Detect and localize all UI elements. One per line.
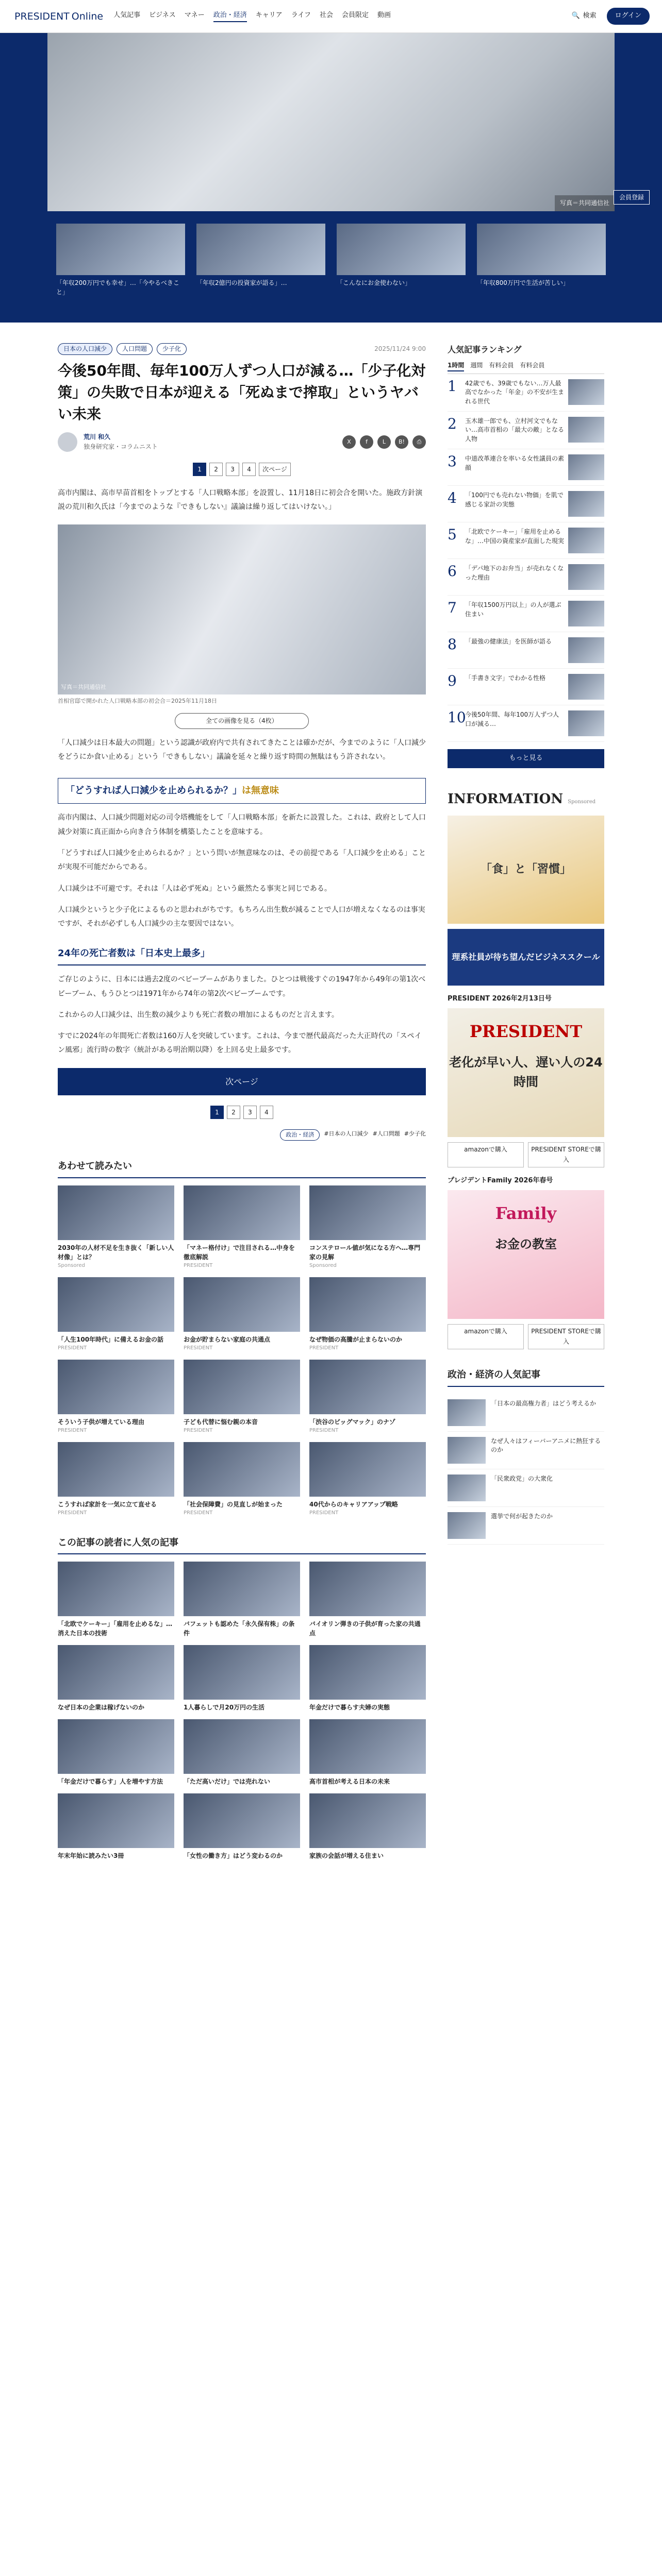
page-4-link[interactable]: 4: [242, 463, 256, 476]
side-popular-item[interactable]: [448, 1394, 604, 1432]
card-title: 1人暮らしで月20万円の生活: [184, 1704, 265, 1711]
author-info: [84, 432, 158, 452]
slide-item[interactable]: [56, 224, 185, 313]
rank-thumbnail: [568, 564, 604, 590]
popular-card[interactable]: [309, 1793, 426, 1860]
tag-link[interactable]: #少子化: [404, 1130, 426, 1138]
logo-text: PRESIDENT: [14, 10, 70, 22]
card-thumbnail: [58, 1562, 174, 1616]
rank-title: 「100円でも売れない物価」を肌で感じる家計の実態: [465, 492, 564, 508]
rank-title: 「手書き文字」でわかる性格: [465, 674, 546, 682]
magazine-cover[interactable]: [448, 1008, 604, 1137]
rank-number: 6: [448, 563, 457, 580]
popular-card[interactable]: [184, 1719, 300, 1786]
site-logo[interactable]: [12, 7, 103, 25]
page-3-link[interactable]: 3: [226, 463, 239, 476]
popular-card[interactable]: [58, 1562, 174, 1638]
slide-thumbnail: [337, 224, 466, 275]
main-layout: [0, 323, 662, 1860]
card-title: バフェットも認めた「永久保有株」の条件: [184, 1620, 295, 1637]
card-source: PRESIDENT: [58, 1427, 87, 1433]
slide-thumbnail: [477, 224, 606, 275]
card-thumbnail: [309, 1562, 426, 1616]
popular-card[interactable]: [58, 1719, 174, 1786]
card-source: PRESIDENT: [184, 1345, 213, 1351]
paragraph: 高市内閣は、人口減少問題対応の司令塔機能をして「人口戦略本部」を新たに設置した。これは、政府として人口減少対策に真正面から向き合う体制を構築したことを意味する。: [58, 814, 426, 836]
rank-number: 3: [448, 453, 457, 470]
magazine-issue-title: PRESIDENT 2026年2月13日号: [448, 994, 552, 1003]
search-label: 検索: [583, 12, 597, 20]
card-source: PRESIDENT: [184, 1262, 213, 1268]
rank-thumbnail: [568, 637, 604, 663]
x-share-icon[interactable]: X: [342, 435, 356, 449]
ranking-item[interactable]: [448, 486, 604, 522]
information-heading: [448, 789, 604, 810]
popular-card[interactable]: [309, 1562, 426, 1638]
rank-number: 1: [448, 377, 457, 395]
card-thumbnail: [58, 1793, 174, 1848]
hatena-share-icon[interactable]: B!: [395, 435, 408, 449]
item-title: 選挙で何が起きたのか: [491, 1512, 553, 1520]
rank-thumbnail: [568, 528, 604, 553]
sponsored-label: Sponsored: [568, 799, 596, 805]
buy-store-button[interactable]: PRESIDENT STOREで購入: [528, 1142, 604, 1167]
buy-buttons: [448, 1324, 604, 1349]
author-avatar[interactable]: [58, 432, 77, 452]
card-thumbnail: [184, 1442, 300, 1497]
global-nav: [113, 10, 561, 22]
article-figure[interactable]: [58, 524, 426, 694]
card-thumbnail: [58, 1442, 174, 1497]
magazine-cover[interactable]: [448, 1190, 604, 1319]
member-register-button[interactable]: 会員登録: [614, 190, 650, 205]
rank-title: 「最強の健康法」を医師が語る: [465, 638, 552, 646]
hero-image[interactable]: [47, 33, 615, 211]
article-date: 2025/11/24 9:00: [374, 345, 426, 352]
next-page-button[interactable]: 次ページ: [58, 1068, 426, 1096]
paragraph: ご存じのように、日本には過去2度のベビーブームがありました。ひとつは戦後すぐの1947年から49年の第1次ベビーブーム、もうひとつは1971年から74年の第2次ベビーブームです。: [58, 975, 426, 998]
rank-number: 7: [448, 599, 457, 617]
card-title: お金が貯まらない家庭の共通点: [184, 1335, 271, 1343]
related-card[interactable]: [58, 1277, 174, 1352]
paragraph: 「人口減少は日本最大の問題」という認識が政府内で共有されてきたことは確かだが、今までのように「人口減少をどうにか食い止める」という「できもしない」議論を延々と繰り返す時間の無駄はもう許されない。: [58, 738, 426, 761]
ranking-item[interactable]: [448, 705, 604, 742]
card-source: Sponsored: [58, 1262, 85, 1268]
ranking-item[interactable]: [448, 374, 604, 412]
rank-number: 2: [448, 415, 457, 432]
page-2-link[interactable]: 2: [227, 1106, 240, 1119]
ranking-item[interactable]: [448, 559, 604, 596]
tag-link[interactable]: #日本の人口減少: [324, 1130, 369, 1138]
logo-sub: Online: [71, 10, 104, 22]
item-title: 「民衆政党」の大衆化: [491, 1475, 553, 1482]
card-thumbnail: [309, 1719, 426, 1774]
category-tag[interactable]: 少子化: [157, 343, 187, 355]
site-header: [0, 0, 662, 33]
next-page-link[interactable]: 次ページ: [259, 463, 291, 476]
related-card[interactable]: [184, 1442, 300, 1517]
related-heading: あわせて読みたい: [58, 1159, 426, 1178]
card-title: 「女性の働き方」はどう変わるのか: [184, 1852, 283, 1860]
rank-thumbnail: [568, 491, 604, 517]
card-source: PRESIDENT: [184, 1510, 213, 1516]
rank-number: 9: [448, 672, 457, 690]
card-title: こうすれば家計を一気に立て直せる: [58, 1500, 157, 1508]
side-popular-item[interactable]: [448, 1469, 604, 1507]
card-title: そういう子供が増えている理由: [58, 1418, 145, 1426]
rank-title: 中道改革連合を率いる女性議員の素顔: [465, 455, 565, 471]
article-column: [58, 343, 426, 1860]
card-title: 「渋谷のビッグマック」のナゾ: [309, 1418, 395, 1426]
magazine-issue-title: プレジデントFamily 2026年春号: [448, 1176, 553, 1184]
article-categories: [58, 343, 426, 355]
related-card[interactable]: [58, 1442, 174, 1517]
author-name[interactable]: 荒川 和久: [84, 433, 111, 441]
card-title: 「ただ高いだけ」では売れない: [184, 1778, 271, 1786]
rank-title: 「年収1500万円以上」の人が選ぶ住まい: [465, 601, 561, 618]
share-buttons: [342, 435, 426, 449]
author-block: [58, 432, 426, 452]
magazine-headline: 老化が早い人、遅い人の24時間: [449, 1055, 603, 1089]
ranking-more-button[interactable]: もっと見る: [448, 749, 604, 768]
nav-item-business[interactable]: ビジネス: [149, 11, 176, 20]
card-thumbnail: [184, 1562, 300, 1616]
nav-item-popular[interactable]: 人気記事: [113, 11, 141, 20]
side-popular-heading: 政治・経済の人気記事: [448, 1368, 604, 1387]
subsection-heading: 24年の死亡者数は「日本史上最多」: [58, 946, 426, 965]
nav-item-society[interactable]: 社会: [320, 11, 334, 20]
card-thumbnail: [309, 1442, 426, 1497]
popular-card[interactable]: [184, 1793, 300, 1860]
paragraph: すでに2024年の年間死亡者数は160万人を突破しています。これは、今まで歴代最高だった大正時代の「スペイン風邪」流行時の数字（統計がある明治期以降）を上回る史上最多です。: [58, 1032, 422, 1055]
author-role: 独身研究家・コラムニスト: [84, 443, 158, 451]
card-thumbnail: [184, 1645, 300, 1700]
card-title: 高市首相が考える日本の未来: [309, 1778, 390, 1786]
card-source: PRESIDENT: [184, 1427, 213, 1433]
nav-item-video[interactable]: 動画: [377, 11, 391, 20]
related-card[interactable]: [309, 1442, 426, 1517]
card-title: 「社会保障費」の見直しが始まった: [184, 1500, 283, 1508]
card-thumbnail: [309, 1793, 426, 1848]
card-title: 2030年の人材不足を生き抜く「新しい人材像」とは？: [58, 1244, 174, 1261]
feature-slider: [0, 221, 662, 323]
nav-item-life[interactable]: ライフ: [291, 11, 311, 20]
card-thumbnail: [58, 1645, 174, 1700]
card-source: Sponsored: [309, 1262, 337, 1268]
card-title: 家族の会話が増える住まい: [309, 1852, 384, 1860]
ranking-title: 人気記事ランキング: [448, 345, 522, 354]
card-thumbnail: [184, 1185, 300, 1240]
popular-card[interactable]: [184, 1645, 300, 1712]
category-tag[interactable]: 日本の人口減少: [58, 343, 112, 355]
rank-thumbnail: [568, 601, 604, 626]
card-thumbnail: [58, 1277, 174, 1332]
rank-number: 5: [448, 526, 457, 544]
page-2-link[interactable]: 2: [209, 463, 223, 476]
side-popular-item[interactable]: [448, 1507, 604, 1545]
tag-category[interactable]: 政治・経済: [280, 1129, 320, 1141]
nav-item-career[interactable]: キャリア: [255, 11, 283, 20]
nav-item-members[interactable]: 会員限定: [342, 11, 369, 20]
section-heading: [58, 778, 426, 804]
search-icon: 🔍: [571, 12, 580, 20]
section-heading-accent: は無意味: [242, 785, 279, 796]
slide-thumbnail: [56, 224, 185, 275]
magazine-name: PRESIDENT: [469, 1022, 583, 1042]
category-tag[interactable]: 人口問題: [117, 343, 153, 355]
rank-thumbnail: [568, 454, 604, 480]
item-thumbnail: [448, 1399, 486, 1426]
popular-heading: この記事の読者に人気の記事: [58, 1536, 426, 1555]
paragraph: 人口減少というと少子化によるものと思われがちです。もちろん出生数が減ることで人口が増えなくなるのは事実ですが、それが必ずしも人口減少の主な要因ではない。: [58, 905, 425, 928]
hero-caption: 写真＝共同通信社: [555, 195, 615, 211]
article-body: [58, 486, 426, 1058]
ranking-item[interactable]: [448, 449, 604, 486]
ranking-item[interactable]: [448, 522, 604, 559]
card-source: PRESIDENT: [58, 1345, 87, 1351]
figure-caption-text: 首相官邸で開かれた人口戦略本部の初会合＝2025年11月18日: [58, 698, 217, 705]
related-card[interactable]: [58, 1185, 174, 1270]
tab-paid[interactable]: 有料会員: [489, 361, 514, 369]
page-navigation-top: [58, 463, 426, 476]
slide-thumbnail: [196, 224, 325, 275]
card-title: 40代からのキャリアアップ戦略: [309, 1500, 398, 1508]
popular-card[interactable]: [58, 1645, 174, 1712]
magazine-name: Family: [495, 1204, 557, 1224]
related-card[interactable]: [184, 1360, 300, 1435]
ad-banner[interactable]: [448, 929, 604, 986]
card-title: バイオリン弾きの子供が育った家の共通点: [309, 1620, 421, 1637]
rank-number: 4: [448, 489, 457, 507]
sidebar: [448, 343, 604, 1860]
slide-item[interactable]: [337, 224, 466, 313]
item-thumbnail: [448, 1437, 486, 1464]
card-thumbnail: [184, 1360, 300, 1414]
tag-link[interactable]: #人口問題: [372, 1130, 400, 1138]
paragraph: 「どうすれば人口減少を止められるか？」という問いが無意味なのは、その前提である「人口減少を止める」ことが実現不可能だからである。: [58, 849, 426, 872]
related-card[interactable]: [309, 1360, 426, 1435]
rank-title: 42歳でも、39歳でもない…万人最高でなかった「年金」の不安が生まれる世代: [465, 379, 565, 405]
item-thumbnail: [448, 1475, 486, 1501]
side-popular-list: [448, 1394, 604, 1545]
rank-thumbnail: [568, 674, 604, 700]
card-title: 年金だけで暮らす夫婦の実態: [309, 1704, 390, 1711]
paragraph: 人口減少は不可避です。それは「人は必ず死ぬ」という厳然たる事実と同じである。: [58, 884, 332, 893]
rank-title: 今後50年間、毎年100万人ずつ人口が減る…: [465, 711, 559, 727]
card-title: 「北欧でケーキー」「雇用を止めるな」…消えた日本の技術: [58, 1620, 173, 1637]
popular-card[interactable]: [309, 1719, 426, 1786]
buy-amazon-button[interactable]: amazonで購入: [448, 1142, 524, 1167]
popular-card[interactable]: [58, 1793, 174, 1860]
card-thumbnail: [58, 1185, 174, 1240]
rank-thumbnail: [568, 417, 604, 443]
popular-card[interactable]: [309, 1645, 426, 1712]
ad-banner[interactable]: [448, 816, 604, 924]
card-thumbnail: [184, 1793, 300, 1848]
item-title: なぜ人々はフィーバーアニメに熱狂するのか: [491, 1437, 601, 1454]
card-title: なぜ日本の企業は稼げないのか: [58, 1704, 145, 1711]
search-button[interactable]: [571, 11, 596, 22]
popular-card[interactable]: [184, 1562, 300, 1638]
ad-text: 理系社員が待ち望んだビジネススクール: [452, 952, 600, 962]
card-title: なぜ物価の高騰が止まらないのか: [309, 1335, 403, 1343]
rank-number: 10: [448, 709, 466, 726]
related-card[interactable]: [184, 1277, 300, 1352]
nav-item-politics[interactable]: 政治・経済: [213, 10, 247, 22]
magazine-headline: お金の教室: [495, 1236, 557, 1251]
card-source: PRESIDENT: [309, 1427, 339, 1433]
article-title: 今後50年間、毎年100万人ずつ人口が減る…「少子化対策」の失敗で日本が迎える「死ぬまで搾取」というヤバい未来: [58, 362, 426, 423]
card-title: 年末年始に読みたい3冊: [58, 1852, 124, 1860]
ranking-tabs: [448, 361, 604, 374]
tab-paid-2[interactable]: 有料会員: [520, 361, 545, 369]
popular-grid: [58, 1562, 426, 1860]
item-title: 「日本の最高権力者」はどう考えるか: [491, 1399, 597, 1407]
rank-title: 玉木雄一郎でも、立村河文でもない…高市首相の「最大の敵」となる人物: [465, 417, 565, 443]
item-thumbnail: [448, 1512, 486, 1539]
card-thumbnail: [309, 1360, 426, 1414]
facebook-share-icon[interactable]: f: [360, 435, 373, 449]
view-all-images-button[interactable]: 全ての画像を見る（4枚）: [175, 713, 309, 729]
slide-title: 「年収2億円の投資家が語る」…: [196, 279, 287, 286]
card-source: PRESIDENT: [58, 1510, 87, 1516]
card-thumbnail: [309, 1185, 426, 1240]
ranking-item[interactable]: [448, 632, 604, 669]
card-source: PRESIDENT: [309, 1345, 339, 1351]
article-tags: [58, 1129, 426, 1141]
buy-store-button[interactable]: PRESIDENT STOREで購入: [528, 1324, 604, 1349]
card-title: コンステロール値が気になる方へ…専門家の見解: [309, 1244, 421, 1261]
page-4-link[interactable]: 4: [260, 1106, 273, 1119]
card-thumbnail: [184, 1277, 300, 1332]
slide-title: 「こんなにお金使わない」: [337, 279, 411, 286]
hero-banner: [0, 33, 662, 221]
section-heading-main: 「どうすれば人口減少を止められるか？」: [65, 785, 242, 796]
line-share-icon[interactable]: L: [377, 435, 391, 449]
card-thumbnail: [58, 1360, 174, 1414]
related-card[interactable]: [184, 1185, 300, 1270]
ad-text: 「食」と「習慣」: [480, 862, 571, 876]
ranking-item[interactable]: [448, 412, 604, 449]
slide-title: 「年収200万円でも幸せ」…「今やるべきこと」: [56, 279, 179, 296]
rank-title: 「北欧でケーキー」「雇用を止めるな」…中国の資産家が直面した現実: [465, 528, 565, 545]
login-button[interactable]: ログイン: [607, 8, 650, 25]
paragraph: これからの人口減少は、出生数の減少よりも死亡者数の増加によるものだと言えます。: [58, 1010, 339, 1019]
card-title: 「人生100年時代」に備えるお金の話: [58, 1335, 164, 1343]
buy-amazon-button[interactable]: amazonで購入: [448, 1324, 524, 1349]
page-1-link[interactable]: 1: [193, 463, 206, 476]
rank-number: 8: [448, 636, 457, 653]
ranking-item[interactable]: [448, 596, 604, 632]
slide-title: 「年収800万円で生活が苦しい」: [477, 279, 569, 286]
information-title: INFORMATION: [448, 791, 564, 807]
card-source: PRESIDENT: [309, 1510, 339, 1516]
rank-thumbnail: [568, 710, 604, 736]
related-card[interactable]: [309, 1277, 426, 1352]
page-1-link[interactable]: 1: [210, 1106, 224, 1119]
nav-item-money[interactable]: マネー: [184, 11, 205, 20]
card-thumbnail: [58, 1719, 174, 1774]
figure-credit: 写真＝共同通信社: [61, 683, 106, 690]
side-popular-item[interactable]: [448, 1432, 604, 1469]
rank-title: 「デパ地下のお弁当」が売れなくなった理由: [465, 565, 564, 581]
slide-item[interactable]: [477, 224, 606, 313]
member-register: [614, 191, 650, 203]
related-card[interactable]: [58, 1360, 174, 1435]
tab-weekly[interactable]: 週間: [470, 361, 483, 369]
card-thumbnail: [309, 1645, 426, 1700]
slide-item[interactable]: [196, 224, 325, 313]
card-thumbnail: [309, 1277, 426, 1332]
figure-caption: [58, 697, 426, 706]
page-3-link[interactable]: 3: [243, 1106, 257, 1119]
related-card[interactable]: [309, 1185, 426, 1270]
paragraph: 高市内閣は、高市早苗首相をトップとする「人口戦略本部」を設置し、11月18日に初会合を開いた。施政方針演説の荒川和久氏は「今までのような『できもしない』議論は繰り返してはいけない。」: [58, 488, 423, 511]
print-icon[interactable]: ⎙: [412, 435, 426, 449]
card-title: 「年金だけで暮らす」人を増やす方法: [58, 1778, 163, 1786]
ranking-item[interactable]: [448, 669, 604, 705]
card-title: 「マネー格付け」で注目される…中身を徹底解説: [184, 1244, 295, 1261]
tab-hourly[interactable]: 1時間: [448, 361, 464, 371]
card-thumbnail: [184, 1719, 300, 1774]
buy-buttons: [448, 1142, 604, 1167]
page-navigation-bottom: [58, 1106, 426, 1119]
ranking-list: [448, 374, 604, 742]
related-grid: [58, 1185, 426, 1517]
rank-thumbnail: [568, 379, 604, 405]
card-title: 子ども代替に悩む親の本音: [184, 1418, 258, 1426]
